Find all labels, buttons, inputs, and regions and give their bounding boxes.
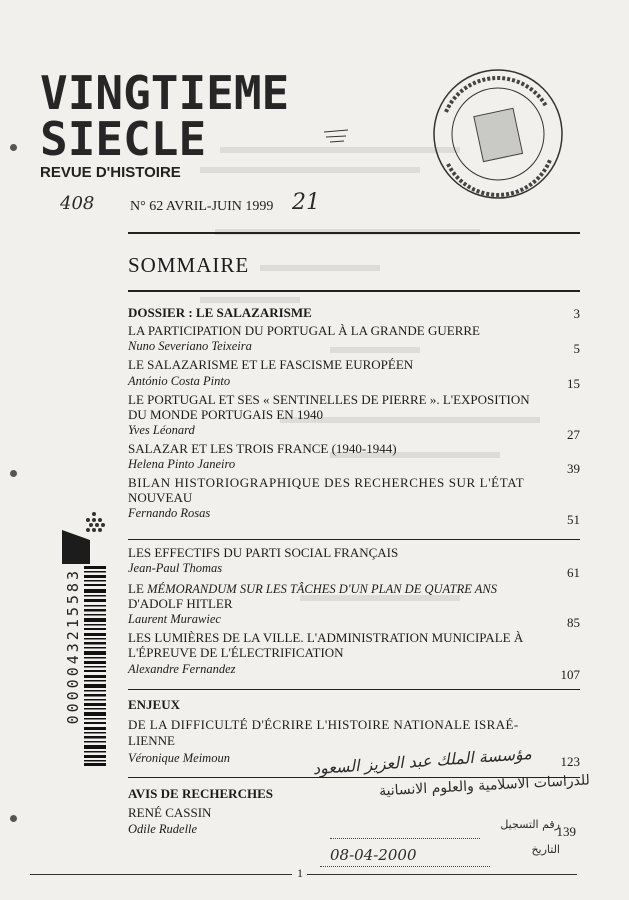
article-author: Jean-Paul Thomas [128, 561, 223, 575]
article-author: Odile Rudelle [128, 822, 198, 836]
barcode-number: 0000043215583 [64, 568, 82, 725]
article-title-continued: L'ÉPREUVE DE L'ÉLECTRIFICATION [128, 645, 344, 660]
masthead-title-line1: VINGTIEME [40, 66, 290, 120]
article-title-continued: DU MONDE PORTUGAIS EN 1940 [128, 407, 323, 422]
library-stamp [428, 64, 568, 204]
page-number: 85 [567, 615, 580, 630]
article-title: RENÉ CASSIN [128, 805, 212, 820]
punch-hole-top [10, 144, 17, 151]
page-number: 107 [560, 667, 580, 682]
footer-page-number: 1 [297, 866, 303, 880]
library-stamp-arabic-line2: للدراسات الاسلامية والعلوم الانسانية [378, 772, 591, 800]
section-heading-avis: AVIS DE RECHERCHES [128, 786, 273, 801]
article-author: Helena Pinto Janeiro [128, 457, 236, 471]
handwritten-number-right: 21 [292, 190, 320, 215]
library-stamp-date-label: التاريخ [531, 843, 560, 856]
rule-top [128, 232, 580, 234]
page-number: 27 [567, 427, 580, 442]
article-author: Alexandre Fernandez [128, 662, 236, 676]
page-number: 3 [573, 306, 580, 321]
rule-under-sommaire [128, 290, 580, 292]
publisher-logo [60, 510, 112, 566]
article-author: Nuno Severiano Teixeira [128, 339, 252, 353]
issue-number: N° 62 AVRIL-JUIN 1999 [130, 199, 274, 214]
handwritten-number-left: 408 [60, 193, 95, 214]
footer-rule-left [30, 874, 292, 875]
footer-rule-right [307, 874, 577, 875]
page-number: 123 [560, 754, 580, 769]
library-stamp-reg-label: رقم التسجيل [500, 818, 560, 831]
article-title: SALAZAR ET LES TROIS FRANCE (1940-1944) [128, 441, 397, 456]
article-title: DE LA DIFFICULTÉ D'ÉCRIRE L'HISTOIRE NATIONALE ISRAÉ- [128, 717, 519, 732]
article-title: LES EFFECTIFS DU PARTI SOCIAL FRANÇAIS [128, 545, 399, 560]
stamp-date-line [320, 866, 490, 867]
barcode [84, 566, 106, 766]
punch-hole-middle [10, 470, 17, 477]
page-number: 15 [567, 376, 580, 391]
rule-section-3 [128, 689, 580, 690]
article-title-continued: NOUVEAU [128, 490, 193, 505]
article-author: Véronique Meimoun [128, 751, 230, 765]
page-number: 61 [567, 565, 580, 580]
article-title-continued: D'ADOLF HITLER [128, 596, 233, 611]
library-stamp-date: 08-04-2000 [330, 846, 417, 864]
article-title-continued: LIENNE [128, 733, 175, 748]
page-number: 139 [556, 824, 576, 839]
article-title: LE PORTUGAL ET SES « SENTINELLES DE PIERRE ». L'EXPOSITION [128, 392, 530, 407]
library-stamp-arabic-line1: مؤسسة الملك عبد العزيز السعود [312, 743, 533, 779]
rule-section-2 [128, 539, 580, 540]
section-heading-enjeux: ENJEUX [128, 697, 181, 712]
article-title-italic: MÉMORANDUM SUR LES TÂCHES D'UN PLAN DE QUATRE ANS [147, 582, 498, 596]
masthead-subtitle: REVUE D'HISTOIRE [40, 164, 181, 181]
pen-mark [322, 128, 352, 144]
page-number: 39 [567, 461, 580, 476]
article-title-prefix: LE [128, 581, 148, 596]
article-title [128, 582, 497, 596]
article-title: LA PARTICIPATION DU PORTUGAL À LA GRANDE GUERRE [128, 323, 480, 338]
article-author: Laurent Murawiec [128, 612, 221, 626]
article-author: António Costa Pinto [128, 374, 231, 388]
punch-hole-bottom [10, 815, 17, 822]
sommaire-heading: SOMMAIRE [128, 253, 250, 277]
section-heading-dossier: DOSSIER : LE SALAZARISME [128, 305, 312, 320]
article-author: Fernando Rosas [128, 506, 211, 520]
stamp-reg-line [330, 838, 480, 839]
page-number: 5 [573, 341, 580, 356]
article-title: LE SALAZARISME ET LE FASCISME EUROPÉEN [128, 357, 414, 372]
masthead-title-line2: SIECLE [40, 112, 207, 166]
article-title: LES LUMIÈRES DE LA VILLE. L'ADMINISTRATION MUNICIPALE À [128, 630, 524, 645]
article-title: BILAN HISTORIOGRAPHIQUE DES RECHERCHES SUR L'ÉTAT [128, 475, 525, 490]
page-number: 51 [567, 512, 580, 527]
article-author: Yves Léonard [128, 423, 195, 437]
